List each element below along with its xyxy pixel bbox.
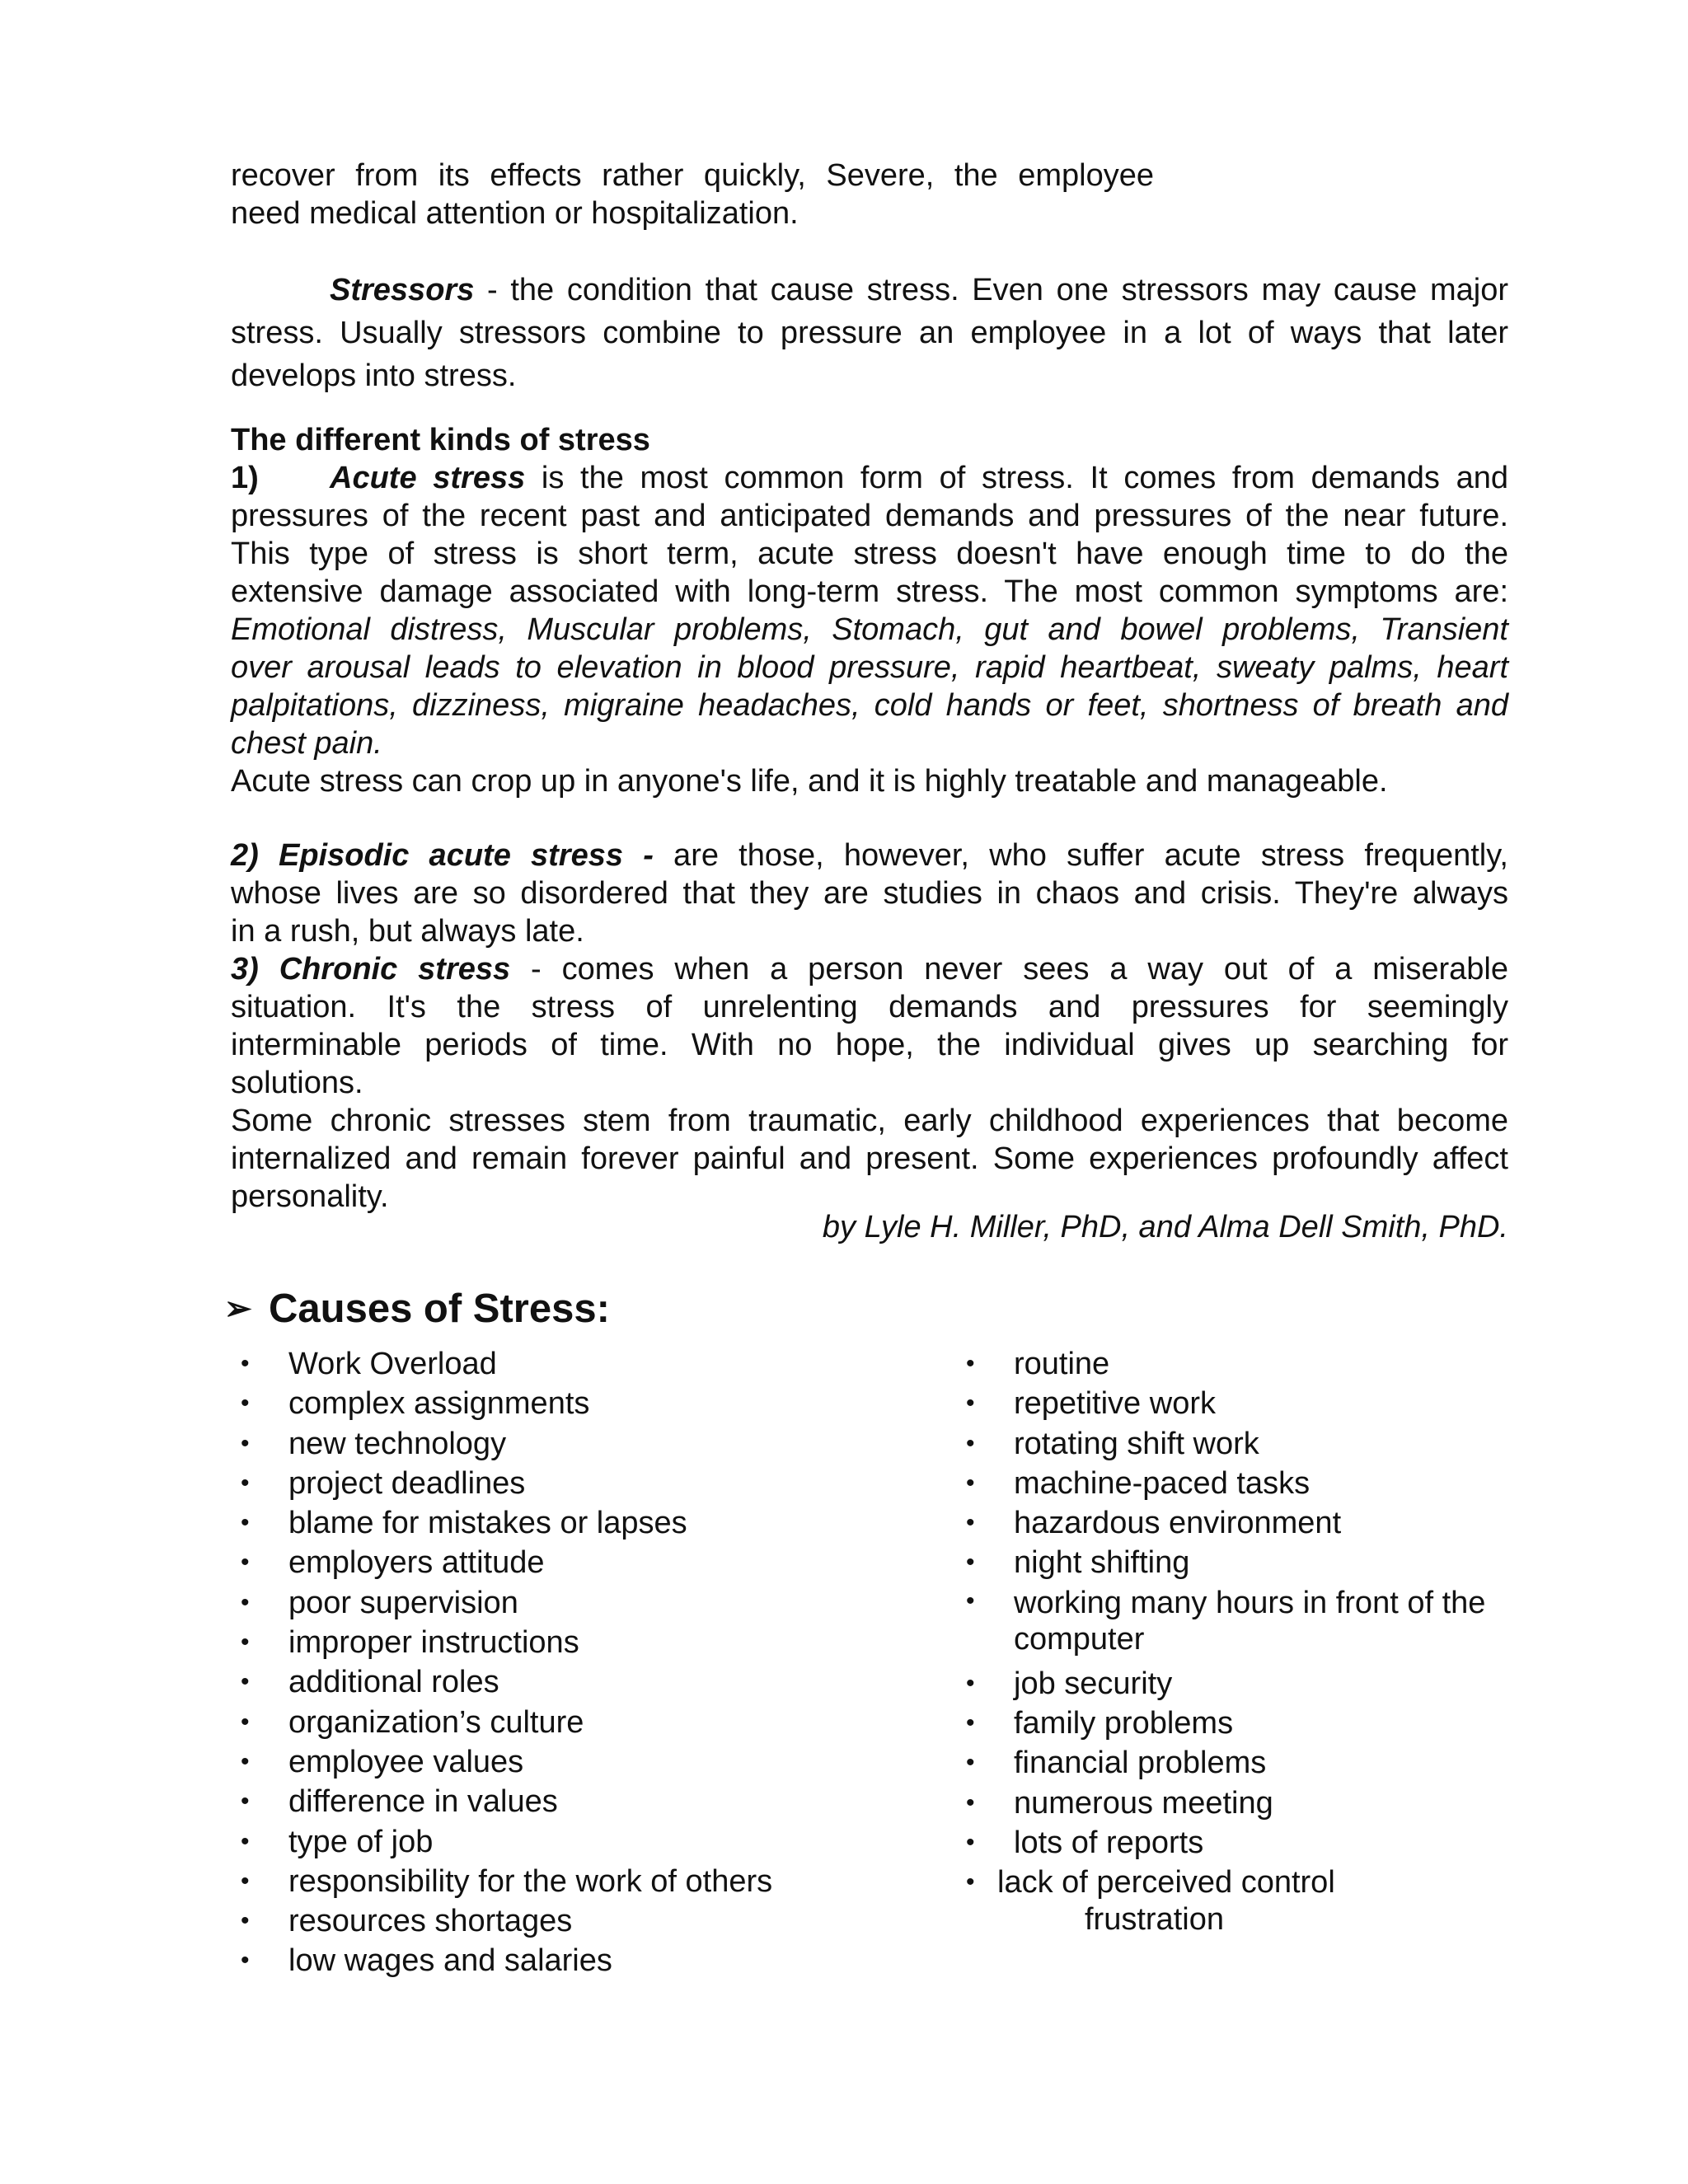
list-number: 1) — [231, 461, 259, 495]
list-item-text: frustration — [1085, 1901, 1224, 1937]
text-line: pressures of the recent past and anticipated demands and pressures of the near future. — [231, 499, 1508, 533]
stressors-term: Stressors — [330, 273, 475, 307]
text-run: - comes when a person never sees a way out of a miserable — [510, 952, 1508, 987]
text-line: solutions. — [231, 1066, 363, 1100]
list-item — [966, 1743, 1485, 1783]
list-item-text: hazardous environment — [1014, 1506, 1342, 1541]
attribution: by Lyle H. Miller, PhD, and Alma Dell Smith, PhD. — [822, 1210, 1508, 1244]
bullet-icon: • — [241, 1827, 250, 1855]
list-item — [966, 1664, 1485, 1704]
bullet-icon: • — [241, 1708, 250, 1736]
list-item-text: new technology — [288, 1426, 507, 1461]
list-item — [966, 1464, 1485, 1503]
list-item-text: employers attitude — [288, 1545, 545, 1581]
kinds-section — [231, 421, 1508, 800]
text-line: develops into stress. — [231, 359, 517, 393]
text-line: This type of stress is short term, acute stress doesn't have enough time to do the — [231, 537, 1508, 571]
list-item — [241, 1583, 772, 1623]
list-item-text: Work Overload — [288, 1347, 497, 1381]
text-line: in a rush, but always late. — [231, 914, 584, 949]
text-line: over arousal leads to elevation in blood pressure, rapid heartbeat, sweaty palms, heart — [231, 650, 1508, 685]
list-item-text: routine — [1014, 1347, 1110, 1381]
text-line: palpitations, dizziness, migraine headaches, cold hands or feet, shortness of breath and — [231, 688, 1508, 723]
text-line: Some chronic stresses stem from traumatic, early childhood experiences that become — [231, 1104, 1508, 1138]
list-item-text: machine-paced tasks — [1014, 1465, 1311, 1501]
list-item-text: night shifting — [1014, 1545, 1190, 1581]
list-item-text: working many hours in front of the — [1014, 1585, 1486, 1620]
text-line: Emotional distress, Muscular problems, Stomach, gut and bowel problems, Transient — [231, 612, 1508, 647]
bullet-icon: • — [966, 1586, 975, 1615]
list-item — [966, 1384, 1485, 1423]
bullet-icon: • — [241, 1429, 250, 1457]
text-line: extensive damage associated with long-term stress. The most common symptoms are: — [231, 574, 1508, 609]
bullet-icon: • — [241, 1668, 250, 1696]
bullet-icon: • — [966, 1868, 975, 1896]
bullet-icon: • — [241, 1788, 250, 1816]
bullet-icon: • — [966, 1669, 975, 1697]
list-item — [241, 1623, 772, 1662]
bullet-icon: • — [966, 1390, 975, 1418]
bullet-icon: • — [966, 1469, 975, 1497]
list-item — [241, 1782, 772, 1821]
bullet-icon: • — [241, 1867, 250, 1895]
bullet-icon: • — [241, 1629, 250, 1657]
list-item — [966, 1863, 1485, 1902]
list-item-text: blame for mistakes or lapses — [288, 1506, 687, 1541]
list-item — [966, 1543, 1485, 1582]
bullet-icon: • — [241, 1907, 250, 1935]
causes-heading — [224, 1286, 610, 1332]
list-item-text: project deadlines — [288, 1465, 526, 1501]
list-item — [241, 1941, 772, 1980]
list-item-text: type of job — [288, 1824, 434, 1859]
list-item-text: repetitive work — [1014, 1386, 1216, 1422]
list-item — [241, 1822, 772, 1862]
bullet-icon: • — [241, 1549, 250, 1577]
causes-list-right — [966, 1344, 1486, 1943]
list-item-text: improper instructions — [288, 1625, 579, 1661]
bullet-icon: • — [966, 1749, 975, 1777]
list-item-text: low wages and salaries — [288, 1943, 612, 1979]
text-line: stress. Usually stressors combine to pressure an employee in a lot of ways that later — [231, 316, 1508, 350]
section-heading: The different kinds of stress — [231, 423, 650, 457]
bullet-icon: • — [966, 1788, 975, 1816]
list-item — [241, 1344, 772, 1384]
text-line: interminable periods of time. With no hope, the individual gives up searching for — [231, 1028, 1508, 1062]
text-line — [231, 837, 1508, 874]
list-item — [241, 1543, 772, 1582]
list-item — [241, 1424, 772, 1464]
list-item — [966, 1583, 1486, 1664]
bullet-icon: • — [241, 1509, 250, 1537]
text-line — [231, 459, 1508, 497]
text-run: - the condition that cause stress. Even one stressors may cause major — [474, 273, 1508, 307]
list-item-text: responsibility for the work of others — [288, 1863, 773, 1899]
bullet-icon: • — [966, 1429, 975, 1457]
list-item-text: employee values — [288, 1744, 524, 1779]
list-item-text: resources shortages — [288, 1904, 573, 1939]
episodic-section — [231, 837, 1508, 1216]
arrow-bullet-icon: ➢ — [224, 1291, 252, 1327]
text-line — [231, 269, 1508, 312]
bullet-icon: • — [241, 1588, 250, 1616]
list-item — [241, 1901, 772, 1941]
list-item-text: numerous meeting — [1014, 1785, 1273, 1821]
list-item-text: family problems — [1014, 1706, 1234, 1741]
bullet-icon: • — [241, 1747, 250, 1775]
stressors-paragraph — [231, 269, 1508, 397]
bullet-icon: • — [966, 1350, 975, 1377]
list-item — [241, 1862, 773, 1901]
text-run: is the most common form of stress. It comes from demands and — [525, 461, 1508, 495]
list-item-text: organization’s culture — [288, 1704, 584, 1740]
causes-list-left — [241, 1344, 773, 1981]
list-item — [966, 1344, 1485, 1384]
bullet-icon: • — [241, 1947, 250, 1975]
list-item — [966, 1704, 1485, 1743]
list-item — [1085, 1903, 1485, 1943]
text-line — [231, 950, 1508, 988]
list-item — [241, 1662, 772, 1702]
text-line: situation. It's the stress of unrelenting demands and pressures for seemingly — [231, 990, 1508, 1024]
list-item-text: rotating shift work — [1014, 1426, 1259, 1461]
text-line: need medical attention or hospitalization. — [231, 196, 799, 231]
list-item — [241, 1464, 772, 1503]
list-item — [966, 1783, 1485, 1823]
text-line: Acute stress can crop up in anyone's life, and it is highly treatable and manageable. — [231, 764, 1388, 799]
list-item-text: lots of reports — [1014, 1825, 1204, 1860]
text-line: personality. — [231, 1179, 389, 1214]
list-item — [241, 1742, 772, 1782]
episodic-term: 2) Episodic acute stress - — [231, 838, 654, 873]
chronic-term: 3) Chronic stress — [231, 952, 511, 987]
list-item-text: lack of perceived control — [997, 1865, 1335, 1900]
list-item-text: job security — [1014, 1666, 1173, 1701]
text-line: internalized and remain forever painful and present. Some experiences profoundly affect — [231, 1141, 1508, 1176]
list-item — [241, 1384, 772, 1423]
acute-term: Acute stress — [330, 461, 526, 495]
list-item — [241, 1703, 772, 1742]
text-run: are those, however, who suffer acute stress frequently, — [653, 838, 1508, 873]
causes-title: Causes of Stress: — [269, 1286, 610, 1331]
list-item-text: complex assignments — [288, 1386, 590, 1422]
bullet-icon: • — [966, 1828, 975, 1856]
bullet-icon: • — [966, 1549, 975, 1577]
text-line: whose lives are so disordered that they are studies in chaos and crisis. They're always — [231, 876, 1508, 911]
intro-paragraph — [231, 157, 1154, 232]
list-item — [966, 1503, 1485, 1543]
bullet-icon: • — [966, 1509, 975, 1537]
bullet-icon: • — [966, 1709, 975, 1737]
list-item-text: poor supervision — [288, 1585, 518, 1620]
bullet-icon: • — [241, 1350, 250, 1377]
bullet-icon: • — [241, 1390, 250, 1418]
list-item-text: additional roles — [288, 1665, 499, 1700]
list-item — [966, 1424, 1485, 1464]
list-item-text: financial problems — [1014, 1746, 1267, 1781]
list-item-text-continued: computer — [1014, 1621, 1145, 1657]
text-line: chest pain. — [231, 726, 382, 761]
list-item — [241, 1503, 772, 1543]
bullet-icon: • — [241, 1469, 250, 1497]
list-item-text: difference in values — [288, 1784, 558, 1820]
list-item — [966, 1823, 1485, 1863]
text-line: recover from its effects rather quickly, Severe, the employee — [231, 158, 1154, 193]
